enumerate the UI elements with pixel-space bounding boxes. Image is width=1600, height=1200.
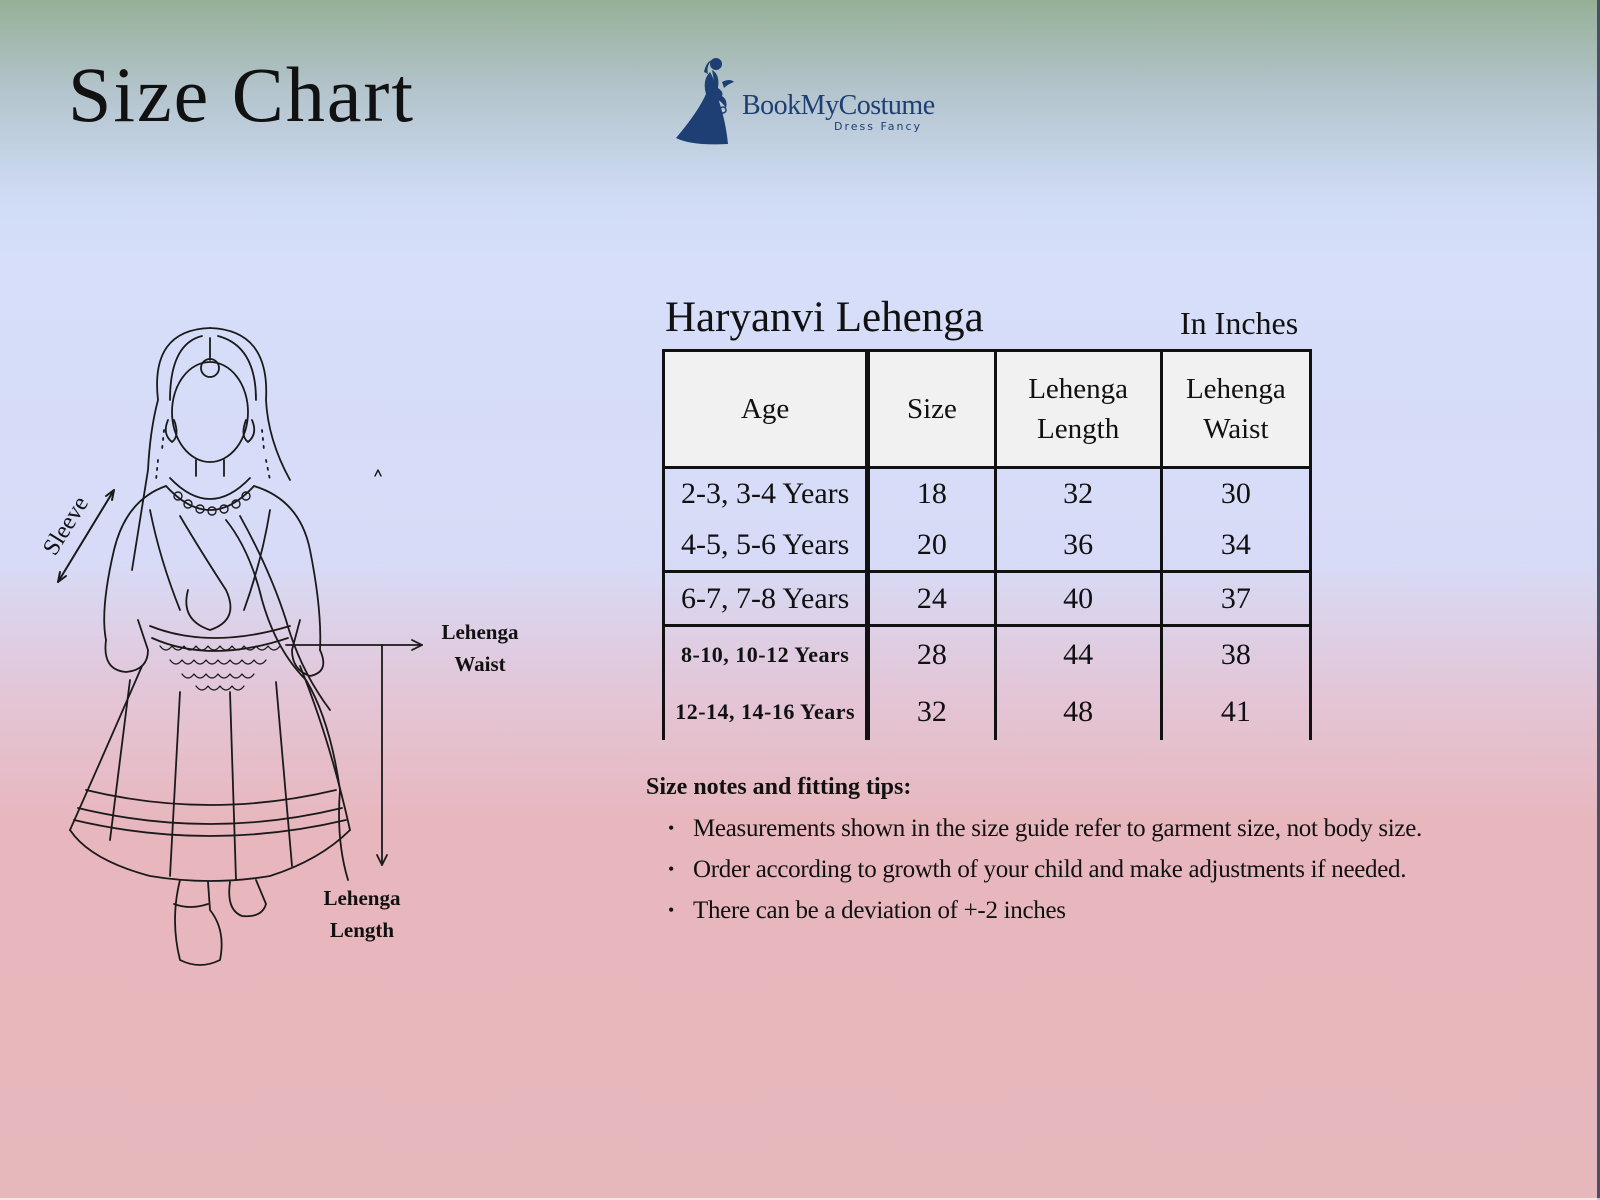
cell-waist: 38 <box>1161 626 1310 684</box>
cell-age: 2-3, 3-4 Years <box>664 468 868 520</box>
table-unit: In Inches <box>1180 305 1299 341</box>
header-size: Size <box>868 351 995 468</box>
lehenga-waist-label-line1: Lehenga <box>441 620 519 644</box>
cell-age: 8-10, 10-12 Years <box>664 626 868 684</box>
cell-waist: 30 <box>1161 468 1310 520</box>
princess-silhouette-icon <box>668 52 748 152</box>
bullet-icon: • <box>668 818 675 838</box>
table-title: Haryanvi Lehenga <box>665 294 984 341</box>
notes-list <box>668 808 1422 931</box>
brand-name: BookMyCostume <box>742 90 935 121</box>
size-table <box>662 349 1312 740</box>
cell-waist: 34 <box>1161 520 1310 572</box>
notes-title: Size notes and fitting tips: <box>646 774 912 800</box>
table-header-row <box>664 351 1311 468</box>
header-lehenga-length-line1: Lehenga <box>1028 373 1129 405</box>
lehenga-waist-label <box>430 616 530 680</box>
note-text: There can be a deviation of +-2 inches <box>693 897 1066 924</box>
sleeve-label: Sleeve <box>38 491 94 561</box>
bullet-icon: • <box>668 859 675 879</box>
header-lehenga-length-line2: Length <box>1037 413 1120 445</box>
bullet-icon: • <box>668 900 675 920</box>
cell-length: 48 <box>995 684 1161 740</box>
list-item <box>668 849 1422 890</box>
lehenga-length-label-line2: Length <box>329 918 395 942</box>
cell-length: 44 <box>995 626 1161 684</box>
cell-length: 40 <box>995 572 1161 626</box>
table-row <box>664 572 1311 626</box>
lehenga-waist-label-line2: Waist <box>454 652 506 676</box>
cell-size: 28 <box>868 626 995 684</box>
girl-in-haryanvi-lehenga-line-drawing <box>30 320 630 1000</box>
cell-size: 18 <box>868 468 995 520</box>
list-item <box>668 808 1422 849</box>
cell-waist: 37 <box>1161 572 1310 626</box>
lehenga-length-label <box>312 882 412 946</box>
cell-size: 20 <box>868 520 995 572</box>
header-lehenga-waist-line2: Waist <box>1203 413 1269 445</box>
cell-length: 36 <box>995 520 1161 572</box>
list-item <box>668 890 1422 931</box>
page-title: Size Chart <box>68 51 416 138</box>
note-text: Measurements shown in the size guide refer to garment size, not body size. <box>693 815 1422 842</box>
cell-age: 12-14, 14-16 Years <box>664 684 868 740</box>
header-lehenga-waist-line1: Lehenga <box>1185 373 1286 405</box>
brand-tagline: Dress Fancy <box>834 120 923 133</box>
cell-age: 6-7, 7-8 Years <box>664 572 868 626</box>
cell-size: 32 <box>868 684 995 740</box>
lehenga-length-label-line1: Lehenga <box>323 886 401 910</box>
note-text: Order according to growth of your child and make adjustments if needed. <box>693 856 1407 883</box>
table-row <box>664 468 1311 520</box>
table-row <box>664 626 1311 684</box>
table-row <box>664 520 1311 572</box>
cell-size: 24 <box>868 572 995 626</box>
cell-length: 32 <box>995 468 1161 520</box>
cell-age: 4-5, 5-6 Years <box>664 520 868 572</box>
header-lehenga-length <box>995 351 1161 468</box>
brand-logo <box>668 52 948 152</box>
cell-waist: 41 <box>1161 684 1310 740</box>
header-age: Age <box>664 351 868 468</box>
table-row <box>664 684 1311 740</box>
header-lehenga-waist <box>1161 351 1310 468</box>
